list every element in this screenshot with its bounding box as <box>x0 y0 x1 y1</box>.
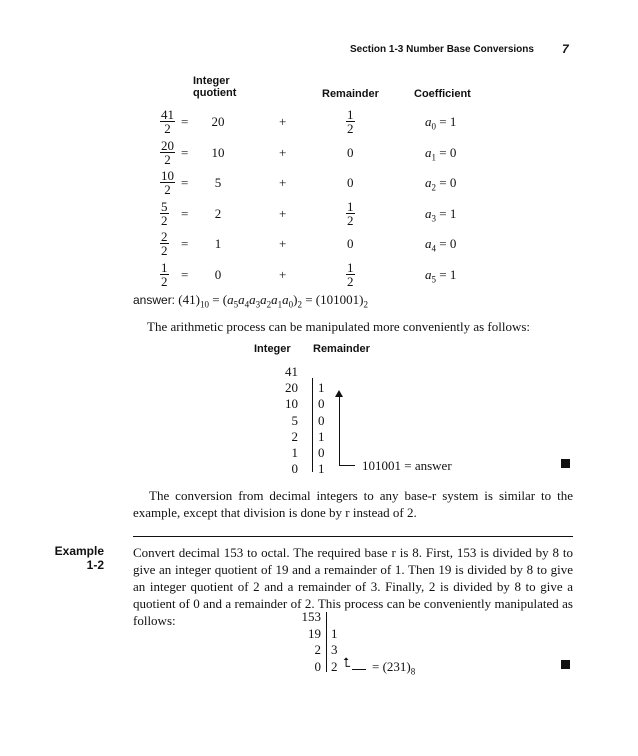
octal-remainder-digit: 2 <box>331 658 338 674</box>
running-header: Section 1-3 Number Base Conversions <box>350 44 534 55</box>
dividend-fraction: $\frac{2}{2}$ <box>161 229 168 258</box>
col-header-integer: Integer <box>254 343 291 355</box>
integer-value: 2 <box>291 428 298 444</box>
plus-sign: + <box>279 175 287 190</box>
remainder-digit: 0 <box>318 412 325 428</box>
remainder-value: 0 <box>347 175 354 190</box>
remainder-digit: 1 <box>318 380 325 396</box>
answer-line: answer: $(41)_{10} = (a_5a_4a_3a_2a_1a_0)_2 = (101001)_2$ <box>133 292 368 310</box>
arrow-corner-line <box>339 448 340 466</box>
remainder-digit: 1 <box>318 461 325 477</box>
octal-ladder-vertical-line <box>326 612 327 672</box>
example-text: Convert decimal 153 to octal. The required base r is 8. First, 153 is divided by 8 to give an integer quotient of 19 and a remainder of 1. Then 19 is divided by 8 to give an integer quotient of 2 and a remainder of 3. Finally, 2 is divided by 8 to give a quotient of 0 and a remainder of 2. This process can be conveniently manipulated as follows: <box>133 545 573 628</box>
end-of-example-mark-2 <box>561 660 570 669</box>
integer-value: 1 <box>291 445 298 460</box>
octal-integer-value: 2 <box>314 642 321 657</box>
equals-sign: = <box>181 236 189 251</box>
equals-sign: = <box>181 114 189 129</box>
dividend-fraction: $\frac{1}{2}$ <box>161 259 168 289</box>
end-of-example-mark <box>561 459 570 468</box>
arrow-head-icon <box>335 390 343 397</box>
example-label: Example <box>54 544 104 558</box>
coefficient-value: $a_2 = 0$ <box>425 175 457 193</box>
remainder-digit: 1 <box>318 428 325 444</box>
dividend-fraction: $\frac{5}{2}$ <box>161 198 168 228</box>
octal-integer-value: 19 <box>308 625 321 641</box>
equals-sign: = <box>181 205 189 221</box>
equals-sign: = <box>181 144 189 160</box>
octal-remainder-digit: 3 <box>331 642 338 657</box>
quotient-value: 20 <box>211 114 225 129</box>
dividend-fraction: $\frac{41}{2}$ <box>161 107 174 136</box>
remainder-fraction: $\frac{1}{2}$ <box>347 107 354 136</box>
plus-sign: + <box>279 266 287 282</box>
plus-sign: + <box>279 144 287 160</box>
paragraph-arithmetic: The arithmetic process can be manipulated more conveniently as follows: <box>147 319 531 334</box>
remainder-fraction: $\frac{1}{2}$ <box>347 259 354 289</box>
integer-value: 10 <box>285 396 298 412</box>
octal-remainder-digit: 1 <box>331 625 338 641</box>
plus-sign: + <box>279 236 287 251</box>
col-header-remainder-2: Remainder <box>313 343 370 355</box>
coefficient-value: $a_4 = 0$ <box>425 236 457 254</box>
plus-sign: + <box>279 205 287 221</box>
equals-sign: = <box>181 175 189 190</box>
quotient-value: 0 <box>214 266 222 282</box>
equals-sign: = <box>181 266 189 282</box>
integer-value: 5 <box>291 412 298 428</box>
dividend-fraction: $\frac{10}{2}$ <box>161 168 174 197</box>
dividend-fraction: $\frac{20}{2}$ <box>161 137 174 167</box>
coefficient-value: $a_0 = 1$ <box>425 114 457 132</box>
ladder-result: 101001 = answer <box>362 458 452 473</box>
remainder-digit: 0 <box>318 396 325 412</box>
coefficient-value: $a_3 = 1$ <box>425 205 457 224</box>
paragraph-base-r: The conversion from decimal integers to any base-r system is similar to the example, except that division is done by r instead of 2. <box>133 488 573 520</box>
remainder-value: 0 <box>347 144 354 160</box>
coefficient-value: $a_1 = 0$ <box>425 144 457 163</box>
quotient-value: 5 <box>214 175 222 190</box>
integer-value: 20 <box>285 380 298 396</box>
octal-integer-value: 0 <box>314 658 321 674</box>
read-direction-arrow <box>339 396 340 448</box>
integer-value: 41 <box>285 364 298 379</box>
quotient-value: 10 <box>211 144 225 160</box>
remainder-digit: 0 <box>318 445 325 460</box>
octal-return-arrow-icon: ⮤ <box>343 655 351 670</box>
remainder-fraction: $\frac{1}{2}$ <box>347 198 354 228</box>
coefficient-value: $a_5 = 1$ <box>425 266 457 285</box>
ladder-vertical-line <box>312 378 313 472</box>
quotient-value: 1 <box>214 236 222 251</box>
col-header-integer-quotient: Integer quotient <box>193 75 237 99</box>
example-number: 1-2 <box>86 558 104 572</box>
col-header-remainder: Remainder <box>322 88 379 100</box>
quotient-value: 2 <box>214 205 222 221</box>
page-number: 7 <box>562 42 569 56</box>
example-separator <box>133 536 573 537</box>
octal-integer-value: 153 <box>301 609 321 624</box>
remainder-value: 0 <box>347 236 354 251</box>
plus-sign: + <box>279 114 287 129</box>
octal-result: = $(231)_8$ <box>372 659 416 677</box>
integer-value: 0 <box>291 461 298 477</box>
col-header-coefficient: Coefficient <box>414 88 471 100</box>
arrow-base-line <box>339 465 355 466</box>
octal-arrow-base <box>352 669 366 670</box>
